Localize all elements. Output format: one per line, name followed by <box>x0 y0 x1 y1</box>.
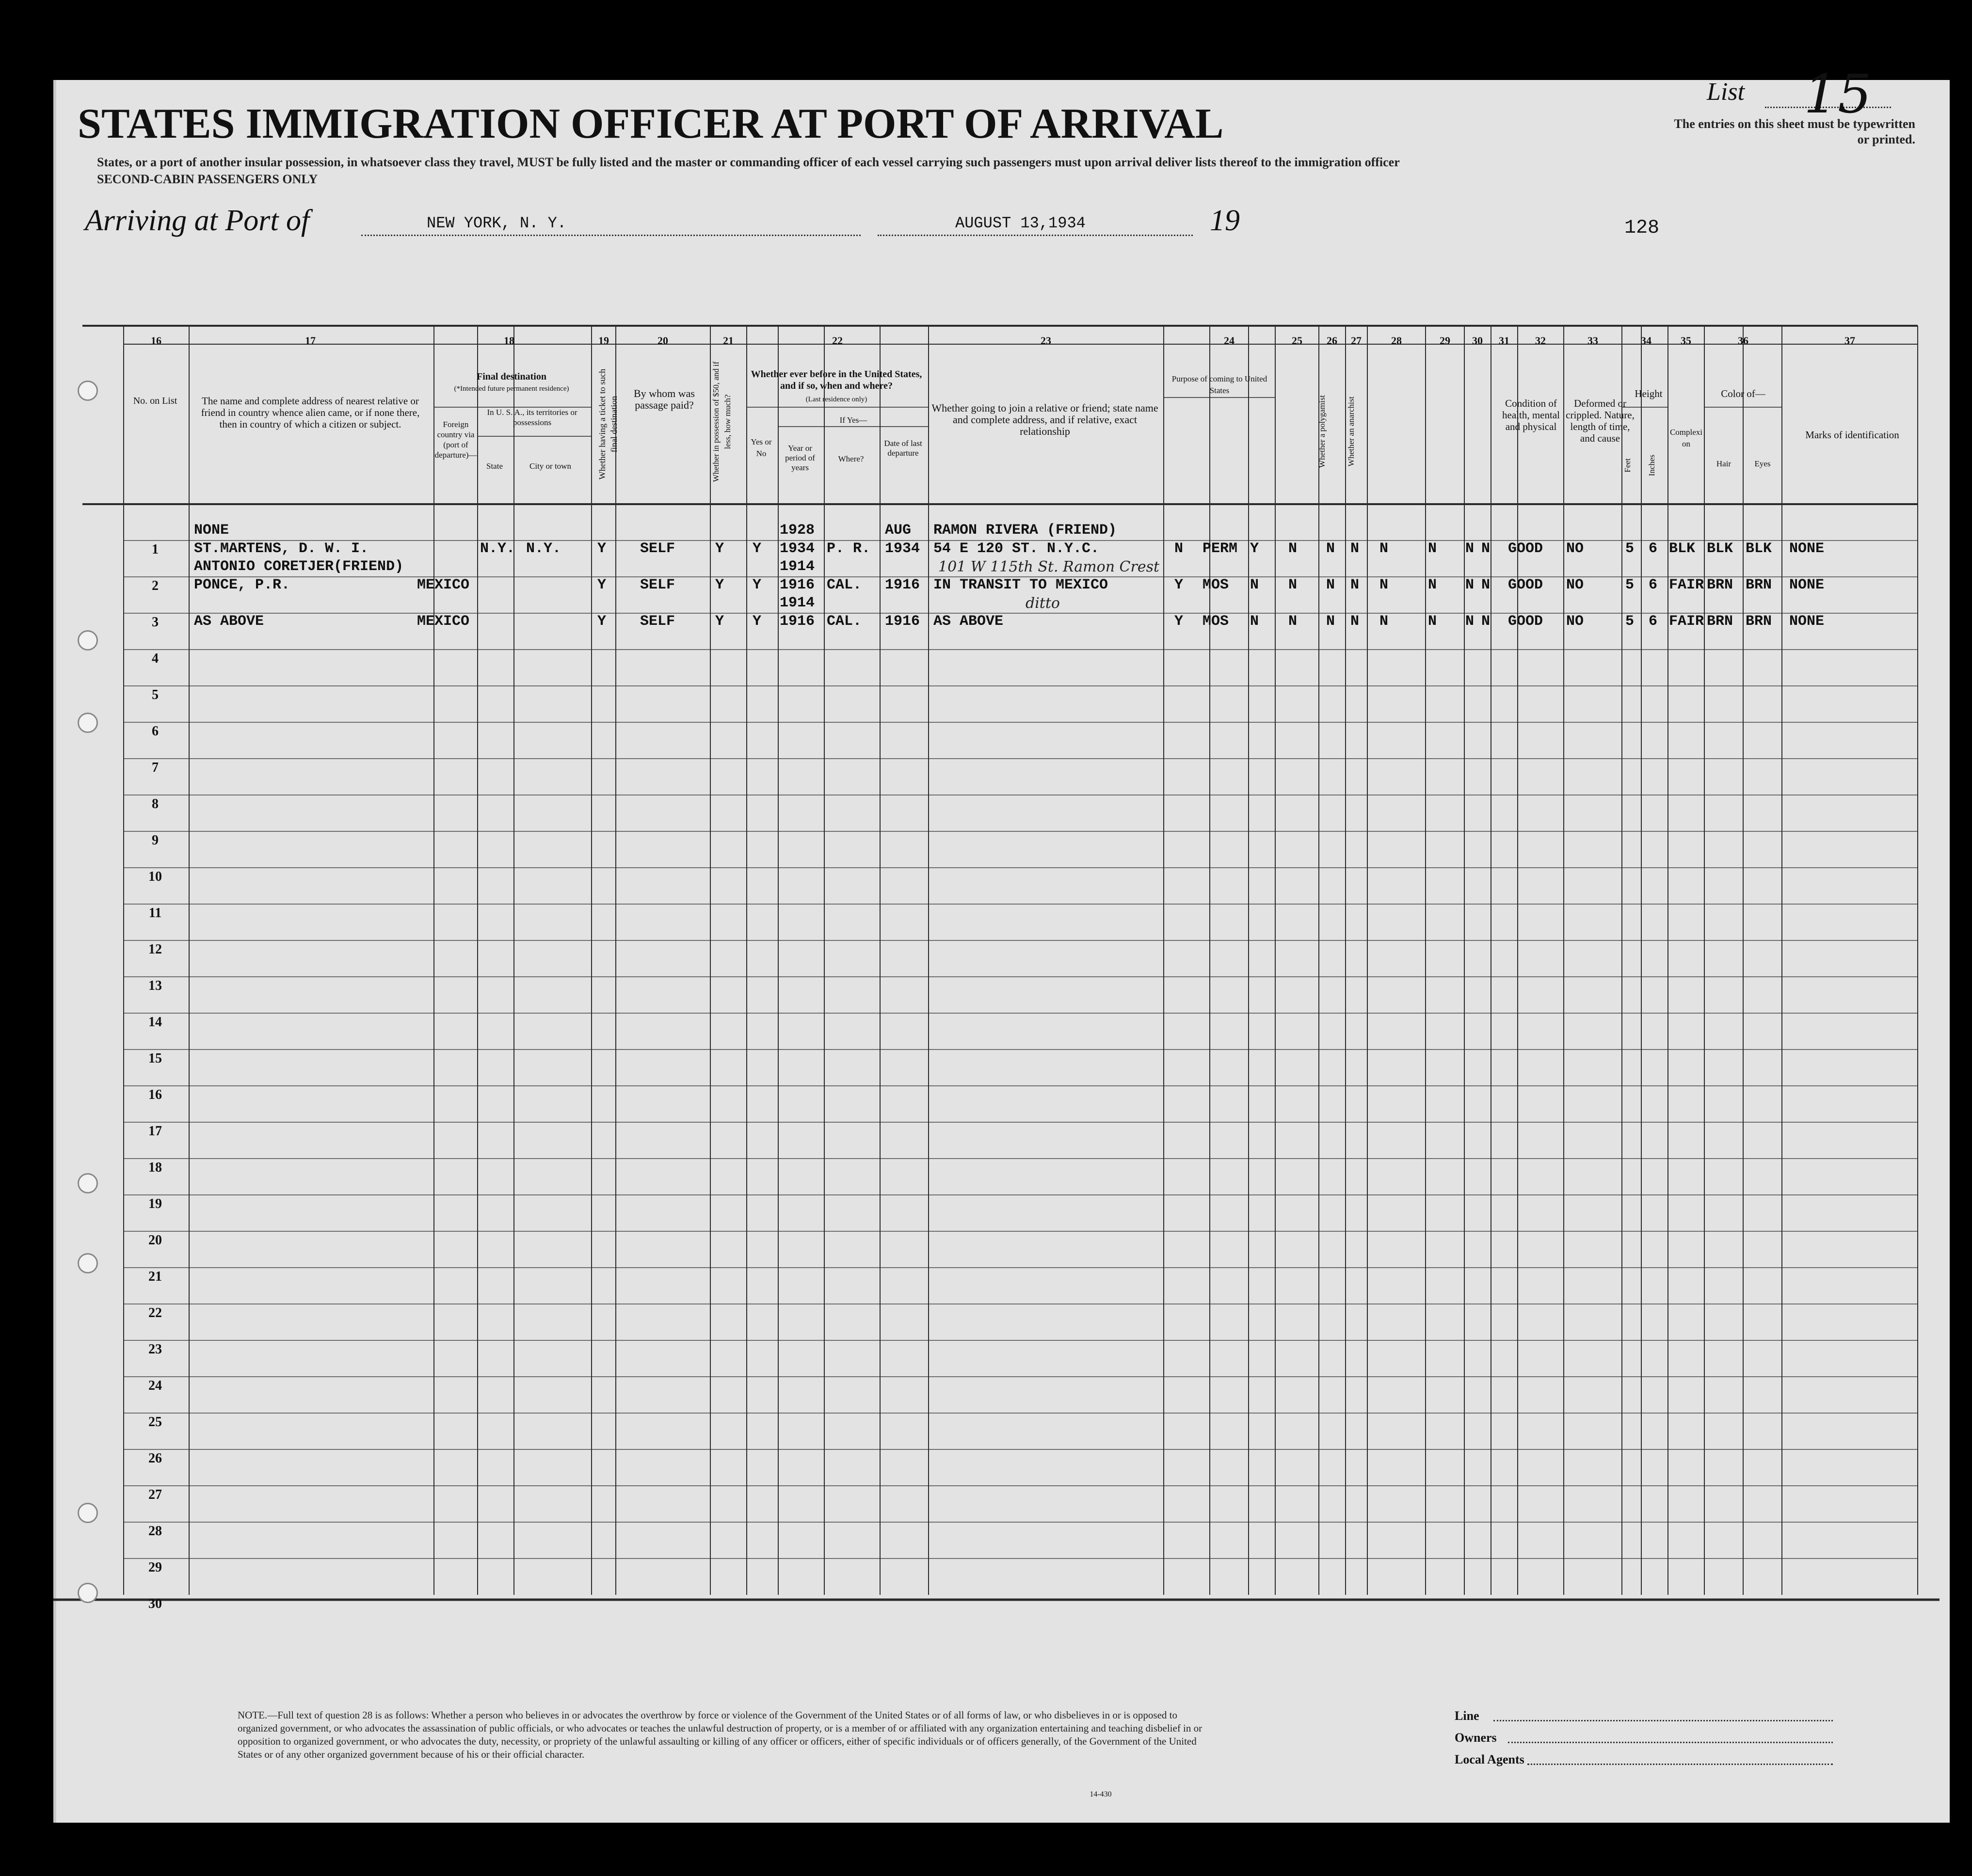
binder-hole <box>78 1173 98 1193</box>
row-number: 28 <box>148 1524 162 1539</box>
column-number: 22 <box>832 334 843 347</box>
col28-flag: N <box>1379 613 1389 630</box>
column-number: 35 <box>1681 334 1691 347</box>
height-inches: 6 <box>1649 613 1658 630</box>
column-number: 17 <box>305 334 316 347</box>
header-anarchist: Whether an anarchist <box>1347 396 1356 467</box>
purpose-flag: Y <box>1174 577 1184 593</box>
possession-50: Y <box>715 613 724 630</box>
column-number: 24 <box>1224 334 1235 347</box>
row-number: 10 <box>148 869 162 884</box>
complexion: FAIR <box>1669 577 1704 593</box>
header-complexion: Complexion <box>1669 428 1703 448</box>
year-label: 19 <box>1210 204 1240 237</box>
col25-flag: N <box>1288 577 1298 593</box>
header-ever-before-note: (Last residence only) <box>805 396 867 403</box>
height-feet: 5 <box>1625 577 1635 593</box>
col29-flag: N <box>1428 613 1437 630</box>
header-hair: Hair <box>1716 459 1732 468</box>
col30-flag: N <box>1465 613 1475 630</box>
list-number: 15 <box>1804 63 1872 125</box>
join-relative: AS ABOVE <box>933 613 1004 630</box>
header-polygamist: Whether a polygamist <box>1317 395 1327 468</box>
header-where: Where? <box>838 454 864 463</box>
polygamist-flag: N <box>1326 613 1335 630</box>
binder-hole <box>78 381 98 401</box>
column-number: 33 <box>1587 334 1598 347</box>
foreign-country: MEXICO <box>417 577 470 593</box>
year-period: 1916 <box>780 577 815 593</box>
column-number: 19 <box>598 334 609 347</box>
join-handwritten: 101 W 115th St. Ramon Crest <box>938 558 1160 575</box>
column-number: 36 <box>1738 334 1748 347</box>
join-relative: RAMON RIVERA (FRIEND) <box>933 522 1117 539</box>
row-number: 9 <box>152 833 159 848</box>
owners-underline <box>1508 1742 1833 1743</box>
form-number: 14-430 <box>1090 1790 1112 1798</box>
row-number: 15 <box>148 1051 162 1066</box>
col30-flag: N <box>1465 577 1475 593</box>
departure-date: 1934 <box>885 541 920 557</box>
passage-paid: SELF <box>640 577 675 593</box>
column-number: 18 <box>504 334 514 347</box>
col31-flag: N <box>1481 613 1491 630</box>
header-nearest-relative: The name and complete address of nearest relative or friend in country whence alien came, or if none there, then in country of which a citizen or subject. <box>201 395 420 430</box>
row-number: 22 <box>148 1305 162 1320</box>
arrival-date: AUGUST 13,1934 <box>955 214 1086 232</box>
header-passage-paid: By whom was passage paid? <box>634 387 695 411</box>
marks: NONE <box>1789 577 1825 593</box>
marks: NONE <box>1789 541 1825 557</box>
row-number: 8 <box>152 796 159 811</box>
column-number: 23 <box>1041 334 1051 347</box>
hair-color: BLK <box>1707 541 1733 557</box>
relative-address: PONCE, P.R. <box>194 577 290 593</box>
relative-line: NONE <box>194 522 229 539</box>
possession-50: Y <box>715 577 724 593</box>
header-year-period: Year or period of years <box>785 444 815 472</box>
purpose-length: PERM <box>1202 541 1238 557</box>
header-health: Condition of health, mental and physical <box>1502 397 1560 432</box>
join-handwritten: ditto <box>1026 595 1060 612</box>
where-before: P. R. <box>827 541 871 557</box>
anarchist-flag: N <box>1350 577 1360 593</box>
health: GOOD <box>1508 613 1543 630</box>
header-marks: Marks of identification <box>1805 429 1899 441</box>
header-deformed: Deformed or crippled. Nature, length of time, and cause <box>1566 397 1635 444</box>
row-number: 2 <box>152 578 159 593</box>
column-number: 28 <box>1391 334 1402 347</box>
ever-before: Y <box>753 541 762 557</box>
deformed: NO <box>1566 613 1584 630</box>
relative-address: AS ABOVE <box>194 613 264 630</box>
eye-color: BLK <box>1746 541 1772 557</box>
marks: NONE <box>1789 613 1825 630</box>
ever-before: Y <box>753 577 762 593</box>
header-final-destination-note: (*Intended future permanent residence) <box>454 385 569 393</box>
departure-date: 1916 <box>885 613 920 630</box>
col29-flag: N <box>1428 577 1437 593</box>
col25-flag: N <box>1288 541 1298 557</box>
year-period: 1928 <box>780 522 815 539</box>
ever-before: Y <box>753 613 762 630</box>
header-color-of: Color of— <box>1721 388 1765 399</box>
where-before: CAL. <box>827 577 862 593</box>
row-number: 27 <box>148 1487 162 1502</box>
destination-city: N.Y. <box>526 541 561 557</box>
ticket-flag: Y <box>597 613 607 630</box>
header-yes-no: Yes or No <box>751 437 772 458</box>
departure-date: AUG <box>885 522 912 539</box>
row-number: 11 <box>148 906 162 921</box>
port-value: NEW YORK, N. Y. <box>427 214 567 232</box>
col30-flag: N <box>1465 541 1475 557</box>
row-number: 5 <box>152 687 159 702</box>
deformed: NO <box>1566 541 1584 557</box>
local-agents-label: Local Agents <box>1455 1752 1524 1766</box>
possession-50: Y <box>715 541 724 557</box>
header-city: City or town <box>529 461 571 471</box>
row-number: 20 <box>148 1233 162 1248</box>
row-number: 16 <box>148 1087 162 1102</box>
passage-paid: SELF <box>640 613 675 630</box>
row-number: 6 <box>152 724 159 739</box>
complexion: FAIR <box>1669 613 1704 630</box>
height-inches: 6 <box>1649 577 1658 593</box>
hair-color: BRN <box>1707 577 1733 593</box>
col29-flag: N <box>1428 541 1437 557</box>
page-number: 128 <box>1624 217 1660 239</box>
header-inches: Inches <box>1647 454 1656 477</box>
list-label: List <box>1707 78 1745 106</box>
header-in-usa: In U. S. A., its territories or possessions <box>487 408 577 427</box>
purpose-permanent: N <box>1250 613 1259 630</box>
row-number: 24 <box>148 1378 162 1393</box>
col28-flag: N <box>1379 577 1389 593</box>
purpose-length: MOS <box>1202 577 1229 593</box>
height-feet: 5 <box>1625 613 1635 630</box>
header-date-departure: Date of last departure <box>884 439 922 458</box>
deformed: NO <box>1566 577 1584 593</box>
join-address: 54 E 120 ST. N.Y.C. <box>933 541 1100 557</box>
list-note: The entries on this sheet must be typewritten or printed. <box>1674 117 1915 146</box>
binder-hole <box>78 630 98 651</box>
passenger-class: SECOND-CABIN PASSENGERS ONLY <box>97 172 318 186</box>
relative-address: ST.MARTENS, D. W. I. <box>194 541 369 557</box>
health: GOOD <box>1508 541 1543 557</box>
eye-color: BRN <box>1746 613 1772 630</box>
col28-flag: N <box>1379 541 1389 557</box>
polygamist-flag: N <box>1326 577 1335 593</box>
row-number: 7 <box>152 760 159 775</box>
row-number: 25 <box>148 1415 162 1430</box>
ticket-flag: Y <box>597 541 607 557</box>
anarchist-flag: N <box>1350 613 1360 630</box>
header-state: State <box>486 461 503 471</box>
row-number: 1 <box>152 542 159 557</box>
column-number: 32 <box>1535 334 1546 347</box>
row-number: 23 <box>148 1342 162 1357</box>
column-number: 27 <box>1351 334 1362 347</box>
subtitle: States, or a port of another insular possession, in whatsoever class they travel, MUST be fully listed and the master or commanding officer of each vessel carrying such passengers must upon arrival deliver lists thereof to the immigration officer <box>97 155 1400 169</box>
anarchist-flag: N <box>1350 541 1360 557</box>
column-number: 31 <box>1499 334 1509 347</box>
header-join-relative: Whether going to join a relative or friend; state name and complete address, and if relative, exact relationship <box>931 402 1158 437</box>
agents-underline <box>1527 1764 1833 1765</box>
col31-flag: N <box>1481 541 1491 557</box>
polygamist-flag: N <box>1326 541 1335 557</box>
column-number: 34 <box>1641 334 1651 347</box>
relative-line: ANTONIO CORETJER(FRIEND) <box>194 558 404 575</box>
column-number: 26 <box>1327 334 1337 347</box>
row-number: 13 <box>148 978 162 993</box>
line-underline <box>1493 1720 1833 1721</box>
header-ticket: Whether having a ticket to such final destination <box>597 368 619 480</box>
row-number: 30 <box>148 1596 162 1611</box>
header-eyes: Eyes <box>1754 459 1771 468</box>
passage-paid: SELF <box>640 541 675 557</box>
ticket-flag: Y <box>597 577 607 593</box>
column-number: 20 <box>657 334 668 347</box>
footer-note: NOTE.—Full text of question 28 is as follows: Whether a person who believes in or advocates the overthrow by force or violence of the Government of the United States or of all forms of law, or who disbelieves in or is opposed to organized government, or who advocates the assassination of public officials, or who advocates or teaches the unlawful destruction of property, or is a member of or affiliated with any organization entertaining and teaching disbelief in or opposition to organized government, or who advocates the duty, necessity, or propriety of the unlawful assaulting or killing of any officer or officers, either of specific individuals or of officers generally, of the Government of the United States or of any other organized government because of his or their official character. <box>238 1709 1202 1760</box>
header-feet: Feet <box>1623 458 1632 473</box>
year-period: 1914 <box>780 595 815 611</box>
col31-flag: N <box>1481 577 1491 593</box>
year-period: 1916 <box>780 613 815 630</box>
row-number: 18 <box>148 1160 162 1175</box>
column-number: 30 <box>1472 334 1483 347</box>
header-foreign-country: Foreign country via (port of departure)— <box>434 420 477 460</box>
column-number: 16 <box>151 334 161 347</box>
page-title: STATES IMMIGRATION OFFICER AT PORT OF ARRIVAL <box>78 100 1224 147</box>
hair-color: BRN <box>1707 613 1733 630</box>
purpose-flag: N <box>1174 541 1184 557</box>
row-number: 29 <box>148 1560 162 1575</box>
binder-hole <box>78 713 98 733</box>
column-number: 25 <box>1292 334 1302 347</box>
row-number: 17 <box>148 1124 162 1139</box>
health: GOOD <box>1508 577 1543 593</box>
row-number: 3 <box>152 615 159 630</box>
column-number: 21 <box>723 334 734 347</box>
binder-hole <box>78 1583 98 1603</box>
destination-state: N.Y. <box>480 541 515 557</box>
row-number: 21 <box>148 1269 162 1284</box>
row-number: 4 <box>152 651 159 666</box>
height-inches: 6 <box>1649 541 1658 557</box>
header-height: Height <box>1635 388 1663 399</box>
binder-hole <box>78 1253 98 1273</box>
purpose-permanent: Y <box>1250 541 1259 557</box>
line-label: Line <box>1455 1709 1479 1723</box>
port-label: Arriving at Port of <box>85 204 310 237</box>
header-final-destination: Final destination <box>477 371 546 382</box>
column-number: 29 <box>1440 334 1450 347</box>
header-if-yes: If Yes— <box>839 415 867 425</box>
owners-label: Owners <box>1455 1731 1497 1745</box>
join-relative: IN TRANSIT TO MEXICO <box>933 577 1108 593</box>
row-number: 19 <box>148 1196 162 1211</box>
column-number: 37 <box>1844 334 1855 347</box>
col25-flag: N <box>1288 613 1298 630</box>
year-period: 1914 <box>780 558 815 575</box>
departure-date: 1916 <box>885 577 920 593</box>
header-no-on-list: No. on List <box>133 396 177 406</box>
row-number: 12 <box>148 942 162 957</box>
complexion: BLK <box>1669 541 1696 557</box>
header-possession-50: Whether in possession of $50, and if less, how much? <box>711 361 732 482</box>
height-feet: 5 <box>1625 541 1635 557</box>
row-number: 14 <box>148 1015 162 1030</box>
header-ever-before: Whether ever before in the United States, and if so, when and where? <box>751 369 922 391</box>
where-before: CAL. <box>827 613 862 630</box>
eye-color: BRN <box>1746 577 1772 593</box>
row-number: 26 <box>148 1451 162 1466</box>
foreign-country: MEXICO <box>417 613 470 630</box>
year-period: 1934 <box>780 541 815 557</box>
header-purpose: Purpose of coming to United States <box>1171 374 1267 395</box>
purpose-flag: Y <box>1174 613 1184 630</box>
purpose-permanent: N <box>1250 577 1259 593</box>
purpose-length: MOS <box>1202 613 1229 630</box>
binder-hole <box>78 1503 98 1523</box>
